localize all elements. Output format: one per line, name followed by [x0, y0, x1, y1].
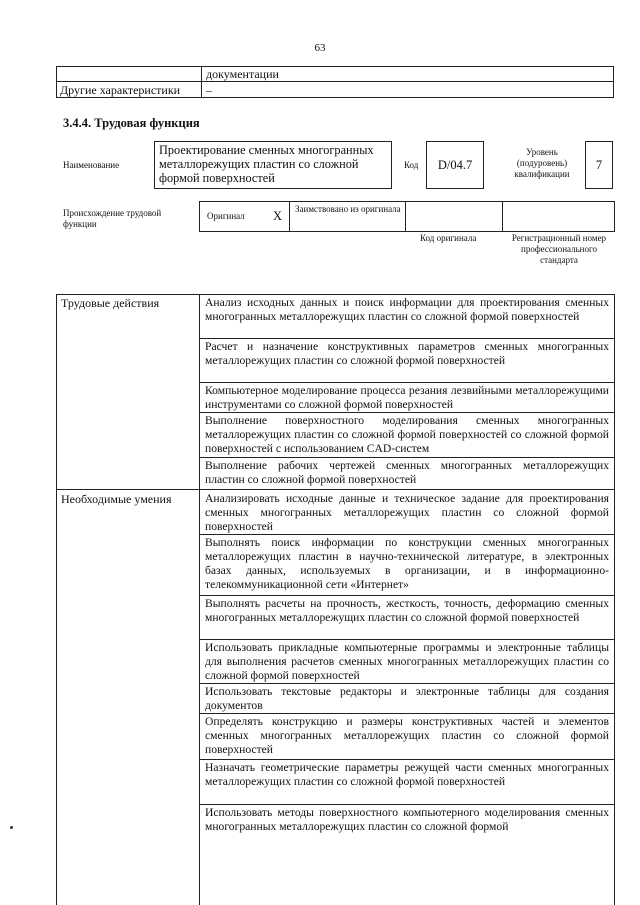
origin-table [199, 201, 615, 232]
required-skill-item: Выполнять расчеты на прочность, жесткость, точность, деформацию сменных многогранных металлорежущих пластин со сложной формой поверхностей [205, 597, 609, 624]
section-title-labor-actions: Трудовые действия [61, 296, 160, 310]
required-skill-item: Использовать методы поверхностного компьютерного моделирования сменных многогранных металлорежущих пластин со сложной формой [205, 806, 609, 833]
labor-action-item: Выполнение рабочих чертежей сменных многогранных металлорежущих пластин со сложной формой поверхностей [205, 459, 609, 486]
reg-number-caption: Регистрационный номер профессионального стандарта [511, 233, 607, 265]
original-mark: X [273, 209, 283, 223]
scan-speck [10, 826, 13, 829]
code-original-caption: Код оригинала [420, 233, 477, 243]
top-table [56, 66, 614, 98]
level-box [585, 141, 613, 189]
level-value: 7 [595, 158, 603, 172]
top-table-row1-value: документации [206, 67, 279, 81]
code-box [426, 141, 484, 189]
origin-label: Происхождение трудовой функции [63, 208, 162, 229]
labor-action-item: Расчет и назначение конструктивных параметров сменных многогранных металлорежущих пластин со сложной формой поверхностей [205, 340, 609, 367]
top-table-row2-label: Другие характеристики [60, 83, 181, 97]
labor-action-item: Анализ исходных данных и поиск информации для проектирования сменных многогранных металлорежущих пластин со сложной формой поверхностей [205, 296, 609, 323]
main-table [56, 294, 615, 905]
function-name-value: Проектирование сменных многогранных металлорежущих пластин со сложной формой поверхностей [159, 143, 374, 185]
section-title-required-skills: Необходимые умения [61, 492, 172, 506]
required-skill-item: Использовать текстовые редакторы и электронные таблицы для создания документов [205, 685, 609, 712]
borrowed-label: Заимствовано из оригинала [295, 204, 401, 214]
name-label: Наименование [63, 160, 120, 170]
code-value: D/04.7 [437, 158, 473, 172]
page-number: 63 [314, 42, 326, 54]
labor-action-item: Выполнение поверхностного моделирования сменных многогранных металлорежущих пластин со сложной формой поверхностей со сложной формой поверхностей с использованием CAD-систем [205, 414, 609, 455]
required-skill-item: Определять конструкцию и размеры конструктивных частей и элементов сменных многогранных металлорежущих пластин со сложной формой поверхностей [205, 715, 609, 756]
code-label: Код [404, 160, 419, 170]
level-label: Уровень (подуровень) квалификации [514, 147, 570, 179]
top-table-row2-value: – [206, 83, 212, 97]
required-skill-item: Анализировать исходные данные и техническое задание для проектирования сменных многогранных металлорежущих пластин со сложной формой поверхностей [205, 492, 609, 533]
required-skill-item: Выполнять поиск информации по конструкции сменных многогранных металлорежущих пластин в научно-технической литературе, в электронных базах данных, используемых в организации, и в информационно-телекоммуникационной сети «Интернет» [205, 536, 609, 591]
required-skill-item: Использовать прикладные компьютерные программы и электронные таблицы для выполнения расчетов сменных многогранных металлорежущих пластин со сложной формой поверхностей [205, 641, 609, 682]
section-title: 3.4.4. Трудовая функция [63, 116, 200, 130]
required-skill-item: Назначать геометрические параметры режущей части сменных многогранных металлорежущих пластин со сложной формой поверхностей [205, 761, 609, 788]
original-label: Оригинал [207, 211, 245, 221]
function-name-box [154, 141, 392, 189]
labor-action-item: Компьютерное моделирование процесса резания лезвийными металлорежущими инструментами со сложной формой поверхностей [205, 384, 609, 411]
